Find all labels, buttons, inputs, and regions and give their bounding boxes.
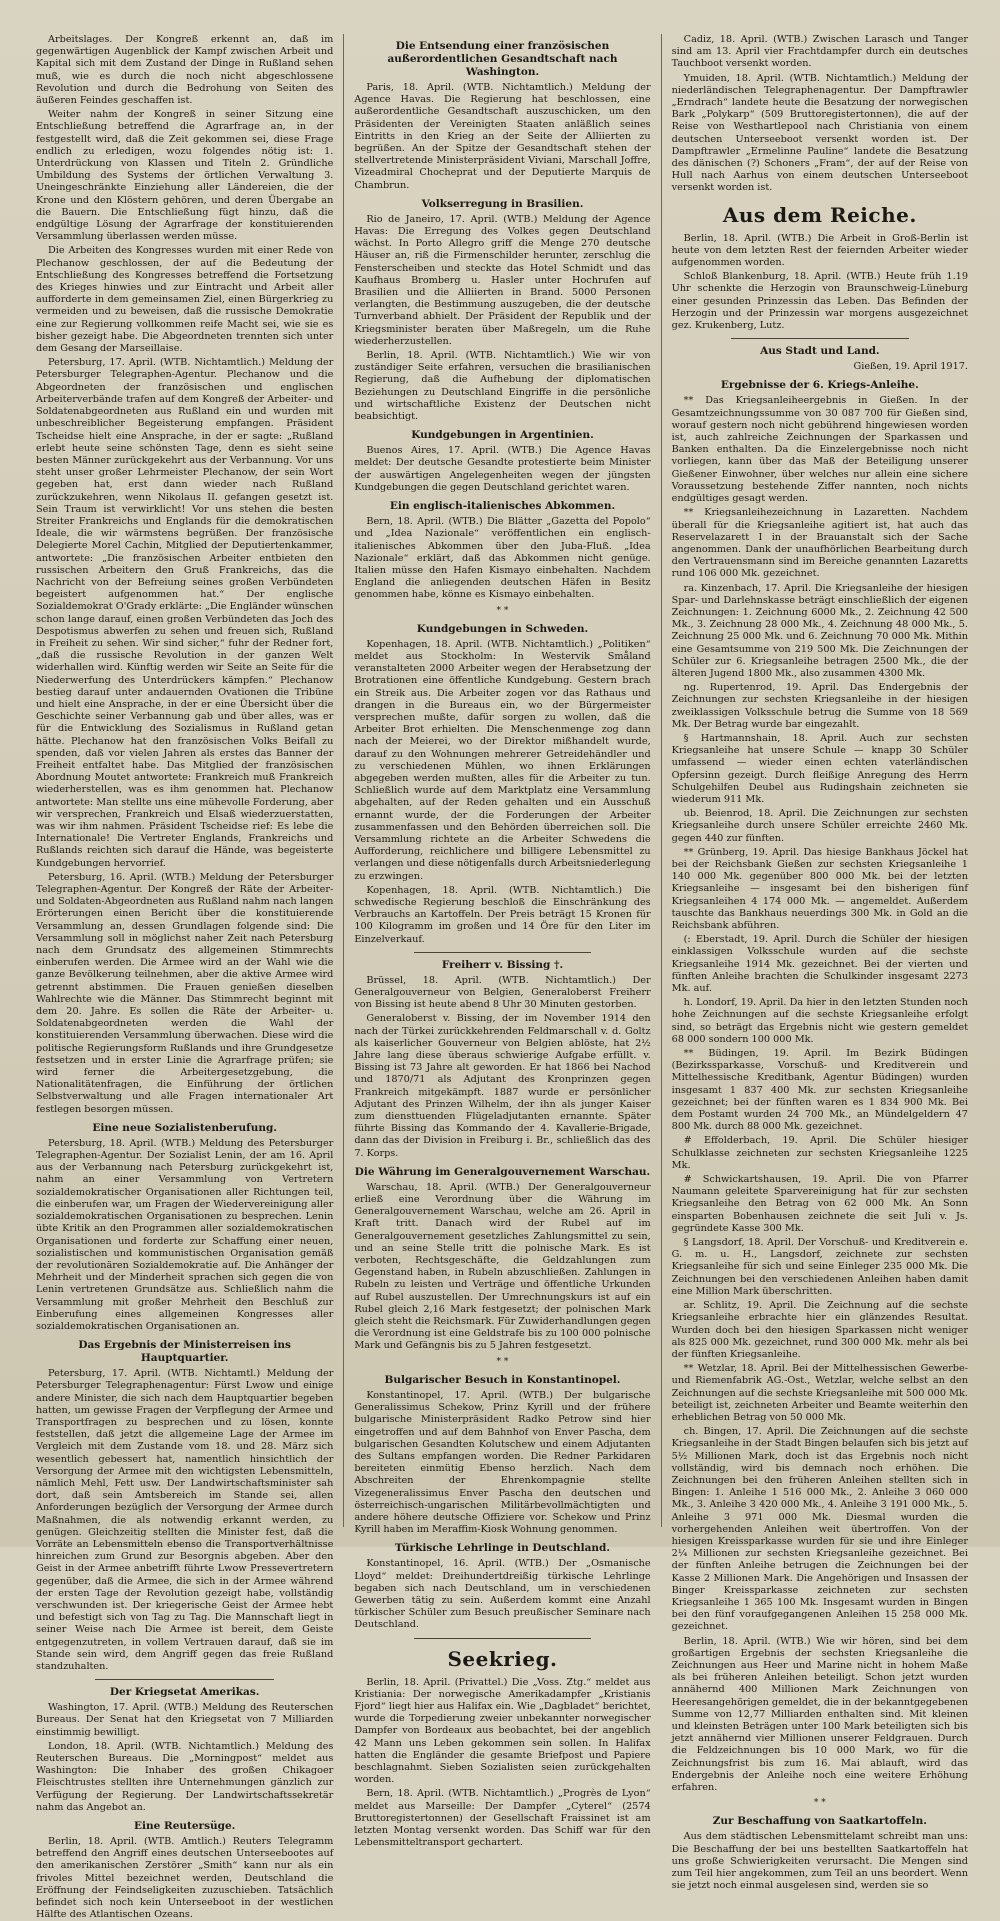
article-paragraph: Schloß Blankenburg, 18. April. (WTB.) Heute früh 1.19 Uhr schenkte die Herzogin von Braunschweig-Lüneburg einer gesunden Prinzessin das Leben. Das Befinden der Herzogin und der Prinzessin war morgens ausgezeichnet gez. Krukenberg, Lutz. (671, 271, 968, 332)
article-paragraph: ** Grünberg, 19. April. Das hiesige Bankhaus Jöckel hat bei der Reichsbank Gießen zur sechsten Kriegsanleihe 1 140 000 Mk. gegenüber 800 000 Mk. bei der letzten Kriegsanleihe — insgesamt bei den bisherigen fünf Kriegsanleihen 4 174 000 Mk. — angemeldet. Außerdem tauschte das Bankhaus neuerdings 300 Mk. in Gold an die Reichsbank abführen. (671, 846, 968, 931)
article-paragraph: Weiter nahm der Kongreß in seiner Sitzung eine Entschließung betreffend die Agrarfrage an, in der festgestellt wird, daß die Zeit gekommen sei, diese Frage endlich zu erledigen, wozu folgendes nötig ist: 1. Unterdrückung von Klassen und Titeln 2. Gründliche Umbildung des Systems der örtlichen Verwaltung 3. Uneingeschränkte Einziehung aller Ländereien, die der Krone und den Klöstern gehören, und deren Übergabe an die Bauern. Die Entschließung fügt hinzu, daß die endgültige Lösung der Agrarfrage der konstituierenden Versammlung überlassen werden müsse. (36, 109, 334, 243)
article-paragraph: Arbeitslages. Der Kongreß erkennt an, daß im gegenwärtigen Augenblick der Kampf zwischen Arbeit und Kapital sich mit dem Zustand der Dinge in Rußland sehen muß, wie es durch die noch nicht abgeschlossene Revolution und durch die Bedrohung von Seiten des äußeren Feindes geschaffen ist. (36, 34, 334, 107)
section-divider (414, 1638, 592, 1639)
article-paragraph: Konstantinopel, 17. April. (WTB.) Der bulgarische Generalissimus Schekow, Prinz Kyrill und der frühere bulgarische Ministerpräsident Radko Petrow sind hier eingetroffen und auf dem Bahnhof von Enver Pascha, dem bulgarischen Gesandten Kolutschew und einem Adjutanten des Sultans empfangen worden. Die Redner Parkidaren bereiteten einmütig Ebenso herzlich. Nach dem Abschreiten der Ehrenkompagnie stellte Vizegeneralissimus Enver Pascha den deutschen und österreichisch-ungarischen Militärbevollmächtigten und andere höhere deutsche Offiziere vor. Schekow und Prinz Kyrill haben im Meraffim-Kiosk Wohnung genommen. (354, 1389, 651, 1536)
article-paragraph: ng. Rupertenrod, 19. April. Das Endergebnis der Zeichnungen zur sechsten Kriegsanleihe in der hiesigen zweiklassigen Volksschule betrug die Summe von 18 569 Mk. Der Betrag wurde bar eingezahlt. (671, 682, 968, 730)
column-left (26, 34, 343, 1921)
article-paragraph: Rio de Janeiro, 17. April. (WTB.) Meldung der Agence Havas: Die Erregung des Volkes gegen Deutschland wächst. In Porto Allegro griff die Menge 270 deutsche Häuser an, riß die Firmenschilder herunter, zerschlug die Fensterscheiben und steckte das Hotel Schmidt und das Kaufhaus Bromberg u. Hasler unter Hochrufen auf Brasilien und die Alliierten in Brand. 5000 Personen verlangten, die Bestimmung auszugeben, die der deutsche Turnverband abhielt. Der Präsident der Republik und der Kriegsminister beraten über Maßregeln, um die Ruhe wiederherzustellen. (354, 213, 651, 347)
column-middle (343, 34, 660, 1849)
article-paragraph: Generaloberst v. Bissing, der im November 1914 den nach der Türkei zurückkehrenden Feldmarschall v. d. Goltz als kaiserlicher Gouverneur von Belgien ablöste, hat 2½ Jahre lang diese überaus schwierige Aufgabe erfüllt. v. Bissing ist 73 Jahre alt geworden. Er hat 1866 bei Nachod und 1870/71 als Adjutant des Kronprinzen gegen Frankreich mitgekämpft. 1887 wurde er persönlicher Adjutant des Prinzen Wilhelm, der ihn als junger Kaiser zum diensttuenden Flügeladjutanten ernannte. Später führte Bissing das Kommando der 4. Kavallerie-Brigade, dann das der Division in Freiburg i. Br., schließlich das des 7. Korps. (354, 1013, 651, 1159)
article-paragraph: ** Das Kriegsanleiheergebnis in Gießen. In der Gesamtzeichnungssumme von 30 087 700 für Gießen sind, worauf gestern noch nicht gebührend hingewiesen worden ist, auch zahlreiche Zeichnungen der Sparkassen und Banken enthalten. Da die Einzelergebnisse noch nicht vorliegen, kann über das Maß der Beteiligung unserer Gießener Einwohner, über welches nur allein eine sichere Voraussetzung bestehende Ziffer nannten, noch nichts endgültiges gesagt werden. (671, 395, 968, 505)
article-paragraph: ch. Bingen, 17. April. Die Zeichnungen auf die sechste Kriegsanleihe in der Stadt Bingen belaufen sich bis jetzt auf 5½ Millionen Mark, doch ist das Ergebnis noch nicht vollständig, wird bis demnach noch erhöhen. Die Zeichnungen bei den früheren Anleihen stellten sich in Bingen: 1. Anleihe 1 516 000 Mk., 2. Anleihe 3 060 000 Mk., 3. Anleihe 3 420 000 Mk., 4. Anleihe 3 191 000 Mk., 5. Anleihe 3 971 000 Mk. Diesmal wurden die vorhergehenden Anleihen weit übertroffen. Von der hiesigen Kreissparkasse wurden für sie und ihre Einleger 2¼ Millionen zur sechsten Kriegsanleihe gezeichnet. Bei der fünften Anleihe betrugen die Zeichnungen bei der Kasse 2 Millionen Mark. Die Angehörigen und Insassen der Binger Kreissparkasse zeichneten zur sechsten Kriegsanleihe 1 365 100 Mk. Insgesamt wurden in Bingen bei den fünf voraufgegangenen Anleihen 15 258 000 Mk. gezeichnet. (671, 1426, 968, 1633)
article-paragraph: Petersburg, 17. April. (WTB. Nichtamtl.) Meldung der Petersburger Telegraphenagentur: Fürst Lwow und einige andere Minister, die sich nach dem Hauptquartier begeben hatten, um gewisse Fragen der Verpflegung der Armee und Transportfragen zu besprechen und zu lösen, konnte feststellen, daß jetzt die allgemeine Lage der Armee im Vergleich mit dem Zustande vom 18. und 28. März sich wesentlich gebessert hat, namentlich hinsichtlich der Versorgung der Armee mit den wichtigsten Lebensmitteln, nämlich Mehl, Fett usw. Der Landwirtschaftsminister sah dort, daß sein Amtsbereich im Stande sei, allen Anforderungen bezüglich der Versorgung der Armee durch Maßnahmen, die als notwendig erkannt werden, zu genügen. Gleichzeitig stellten die Minister fest, daß die Vorräte an Lebensmitteln ebenso die Transportverhältnisse hinreichen zum Grund zur Besorgnis abgeben. Aber den Geist in der Armee anbetrifft führte Lwow Pressevertretern gegenüber, daß die Armee, die sich in der Armee während der ersten Tage der Revolution gezeigt habe, vollständig verschwunden ist. Der kriegerische Geist der Armee hebt und befestigt sich von Tag zu Tag. Die Mannschaft liegt in seiner Weise nach Die Armee ist bereit, dem Geiste entgegenzutreten, in vollem Vertrauen darauf, daß sie im Stande sein wird, dem Angriff gegen das freie Rußland standzuhalten. (36, 1368, 334, 1672)
article-headline: Eine Reutersüge. (134, 1820, 236, 1833)
article-paragraph: ** Wetzlar, 18. April. Bei der Mittelhessischen Gewerbe- und Riemenfabrik AG.-Ost., Wetzlar, welche selbst an den Zeichnungen auf die sechste Kriegsanleihe mit 500 000 Mk. beteiligt ist, zeichneten Arbeiter und Beamte weiterhin den erheblichen Betrag von 50 000 Mk. (671, 1363, 968, 1423)
article-headline: Türkische Lehrlinge in Deutschland. (394, 1542, 611, 1555)
article-paragraph: Konstantinopel, 16. April. (WTB.) Der „Osmanische Lloyd“ meldet: Dreihundertdreißig türkische Lehrlinge begaben sich nach Deutschland, um in verschiedenen Gewerben tätig zu sein. Außerdem kommt eine Anzahl türkischer Schüler zum Besuch preußischer Seminare nach Deutschland. (354, 1558, 651, 1631)
article-headline: Freiherr v. Bissing †. (441, 958, 564, 971)
article-headline: Kundgebungen in Argentinien. (411, 429, 594, 442)
article-headline: Die Entsendung einer französischen außerordentlichen Gesandtschaft nach Washington. (387, 40, 618, 78)
article-paragraph: Paris, 18. April. (WTB. Nichtamtlich.) Meldung der Agence Havas. Die Regierung hat beschlossen, eine außerordentliche Gesandtschaft auszuschicken, um den Präsidenten der Vereinigten Staaten anläßlich seines Eintritts in den Krieg an der Seite der Alliierten zu begrüßen. An der Spitze der Gesandtschaft stehen der stellvertretende Ministerpräsident Viviani, Marschall Joffre, Vizeadmiral Chocheprat und der Deputierte Marquis de Chambrun. (354, 82, 651, 191)
article-headline: Eine neue Sozialistenberufung. (92, 1121, 277, 1134)
article-headline: Ergebnisse der 6. Kriegs-Anleihe. (720, 379, 919, 392)
article-headline: Zur Beschaffung von Saatkartoffeln. (712, 1815, 927, 1828)
section-heading: Aus dem Reiche. (722, 202, 917, 227)
article-paragraph: Warschau, 18. April. (WTB.) Der Generalgouverneur erließ eine Verordnung über die Währung im Generalgouvernement Warschau, welche am 26. April in Kraft tritt. Danach wird der Rubel auf im Generalgouvernement gesetzliches Zahlungsmittel zu sein, und an seine Stelle tritt die polnische Mark. Es ist verboten, Rechtsgeschäfte, die Geldzahlungen zum Gegenstand haben, in Rubeln abzuschließen. Zahlungen in Rubeln zu leisten und Verträge und öffentliche Urkunden auf Rubel auszustellen. Der Umrechnungskurs ist auf ein Rubel gleich 2,16 Mark festgesetzt; der polnischen Mark gleich steht die Reichsmark. Für Zuwiderhandlungen gegen die Verordnung ist eine Geldstrafe bis zu 100 000 polnische Mark und Gefängnis bis zu 5 Jahren festgesetzt. (354, 1181, 651, 1352)
article-headline: Volkserregung in Brasilien. (421, 197, 584, 210)
asterism-divider: * * (496, 1356, 509, 1367)
article-paragraph: Petersburg, 17. April. (WTB. Nichtamtlich.) Meldung der Petersburger Telegraphen-Agentur. Plechanow und die Abgeordneten der französischen und englischen Arbeiterverbände trafen auf dem Kongreß der Arbeiter- und Soldatenabgeordneten aus Rußland ein und wurden mit unbeschreiblicher Begeisterung empfangen. Präsident Tscheidse hielt eine Ansprache, in der er sagte: „Rußland erlebt heute seine schönsten Tage, denn es sieht seine besten Männer zurückgekehrt aus der Verbannung. Vor uns steht unser großer Lehrmeister Plechanow, der sein Wort gegeben hat, erst dann wieder nach Rußland zurückzukehren, wenn Nikolaus II. gefangen gesetzt ist. Sein Traum ist verwirklicht! Vor uns stehen die besten Streiter Frankreichs und Englands für die demokratischen Ideale, die wir wärmstens begrüßen. Der französische Delegierte Morel Cachin, Mitglied der Deputiertenkammer, antwortete: „Die französischen Arbeiter entbieten den russischen Arbeitern den Gruß Frankreichs, das die Nachricht von der Befreiung seines großen Verbündeten begeistert aufgenommen hat.“ Der englische Sozialdemokrat O'Grady erklärte: „Die Engländer wünschen schon lange darauf, einen großen Verbündeten das Joch des Despotismus abwerfen zu sehen und freuen sich, Rußland in Freiheit zu sehen. Wir sind sicher,“ fuhr der Redner fort, „daß die russische Revolution in der ganzen Welt widerhallen wird. Künftig werden wir Seite an Seite für die Niederwerfung des Unterdrückers kämpfen.“ Plechanow bestieg darauf unter andauernden Ovationen die Tribüne und hielt eine Ansprache, in der er eine Übersicht über die Geschichte seiner Verbannung gab und über alles, was er für die Entwicklung des Sozialismus in Rußland getan hätte. Plechanow hat den französischen Volks Beifall zu spenden, daß vor vielen Jahren als erstes das Banner der Freiheit entfaltet habe. Das Mitglied der französischen Abordnung Moutet antwortete: Frankreich muß Frankreich wiederherstellen, was es ihm genommen hat. Plechanow antwortete: Man stellte uns eine mühevolle Forderung, aber wir versprechen, Frankreich und Elsaß wiederzuerstatten, was wir ihm nahmen. Präsident Tscheidse rief: Es lebe die Internationale! Die Vertreter Englands, Frankreichs und Rußlands reichten sich darauf die Hände, was begeisterte Kundgebungen hervorrief. (36, 357, 334, 869)
article-paragraph: ** Kriegsanleihezeichnung in Lazaretten. Nachdem überall für die Kriegsanleihe agitiert ist, hat auch das Reservelazarett I in der Brauanstalt sich der Sache angenommen. Dank der unaufhörlichen Bearbeitung durch den Vertrauensmann sind im Bereiche genannten Lazaretts rund 106 000 Mk. gezeichnet. (671, 507, 968, 580)
article-paragraph: Berlin, 18. April. (WTB. Amtlich.) Reuters Telegramm betreffend den Angriff eines deutschen Unterseebootes auf den amerikanischen Zerstörer „Smith“ kann nur als ein frivoles Mittel bezeichnet werden, Deutschland die Eröffnung der Feindseligkeiten zuzuschieben. Tatsächlich befindet sich noch kein Unterseeboot in der westlichen Hälfte des Atlantischen Ozeans. (36, 1836, 334, 1921)
article-paragraph: Berlin, 18. April. (WTB.) Wie wir hören, sind bei dem großartigen Ergebnis der sechsten Kriegsanleihe die Zeichnungen aus Heer und Marine nicht in hohem Maße als bei früheren Anleihen beteiligt. Schon jetzt wurden annähernd 400 Millionen Mark Zeichnungen von Heeresangehörigen gemeldet, die in der bekanntgegebenen Summe von 12,77 Milliarden enthalten sind. Mit kleinen und kleinsten Beträgen unter 100 Mark beteiligten sich bis jetzt annähernd vier Millionen unserer Feldgrauen. Durch die Feldzeichnungen bis 10 000 Mark, wo für die Zeichnungsfrist bis zum 16. Mai ablauft, wird das Endergebnis der Anleihe noch eine weitere Erhöhung erfahren. (671, 1635, 968, 1794)
section-divider (414, 952, 592, 953)
article-paragraph: Kopenhagen, 18. April. (WTB. Nichtamtlich.) „Politiken“ meldet aus Stockholm: In Westervik Småland veranstalteten 2000 Arbeiter wegen der Herabsetzung der Brotrationen eine öffentliche Kundgebung. Gestern brach ein Streik aus. Die Arbeiter zogen vor das Rathaus und drangen in die Bureaus ein, wo der Bürgermeister versprechen mußte, dafür sorgen zu wollen, daß die Arbeiter Brot erhielten. Die Menschenmenge zog dann nach der Meierei, wo der Direktor mißhandelt wurde, darauf zu den Wohnungen mehrerer Getreidehändler und zu verschiedenen Mühlen, wo ihnen Erklärungen abgegeben werden mußten, alles für die Arbeiter zu tun. Schließlich wurde auf dem Marktplatz eine Versammlung abgehalten, auf der Reden gehalten und ein Ausschuß ernannt wurde, der die Forderungen der Arbeiter zusammenfassen und den Behörden überreichen soll. Die Versammlung richtete an die Arbeiter Schwedens die Aufforderung, reichlichere und billigere Lebensmittel zu verlangen und diese nötigenfalls durch Arbeitsniederlegung zu erzwingen. (354, 638, 651, 882)
article-paragraph: (: Eberstadt, 19. April. Durch die Schüler der hiesigen einklassigen Volksschule wurden auf die sechste Kriegsanleihe 1914 Mk. gezeichnet. Bei der vierten und fünften Anleihe brachten die Schulkinder insgesamt 2273 Mk. auf. (671, 934, 968, 995)
article-paragraph: Buenos Aires, 17. April. (WTB.) Die Agence Havas meldet: Der deutsche Gesandte protestierte beim Minister der auswärtigen Angelegenheiten wegen der jüngsten Kundgebungen die gegen Deutschland gerichtet waren. (354, 445, 651, 493)
article-paragraph: Aus dem städtischen Lebensmittelamt schreibt man uns: Die Beschaffung der bei uns bestellten Saatkartoffeln hat uns große Schwierigkeiten verursacht. Die Mengen sind zum Teil hier angekommen, zum Teil an uns beordert. Wenn sie jetzt noch einmal ausgelesen sind, werden sie so (671, 1831, 968, 1892)
column-container (26, 34, 978, 1921)
article-paragraph: Bern, 18. April. (WTB. Nichtamtlich.) „Progrès de Lyon“ meldet aus Marseille: Der Dampfer „Cyterel“ (2574 Bruttoregistertonnen) der Gesellschaft Fraissinet ist am letzten Montag versenkt worden. Das Schiff war für den Lebensmitteltransport gechartert. (354, 1788, 651, 1849)
asterism-divider: * * (496, 605, 509, 616)
article-paragraph: Brüssel, 18. April. (WTB. Nichtamtlich.) Der Generalgouverneur von Belgien, Generaloberst Freiherr von Bissing ist heute abend 8 Uhr 30 Minuten gestorben. (354, 974, 651, 1011)
article-headline: Aus Stadt und Land. (760, 345, 880, 358)
section-divider (95, 1679, 273, 1680)
article-headline: Das Ergebnis der Ministerreisen ins Hauptquartier. (78, 1339, 291, 1365)
article-paragraph: Cadiz, 18. April. (WTB.) Zwischen Larasch und Tanger sind am 13. April vier Frachtdampfer durch ein deutsches Tauchboot versenkt worden. (671, 34, 968, 70)
article-paragraph: # Effolderbach, 19. April. Die Schüler hiesiger Schulklasse zeichneten zur sechsten Kriegsanleihe 1225 Mk. (671, 1135, 968, 1171)
section-divider (731, 338, 909, 339)
article-paragraph: Kopenhagen, 18. April. (WTB. Nichtamtlich.) Die schwedische Regierung beschloß die Einschränkung des Verbrauchs an Kartoffeln. Der Preis beträgt 15 Kronen für 100 Kilogramm im großen und 14 Öre für den Liter im Einzelverkauf. (354, 884, 651, 945)
article-paragraph: London, 18. April. (WTB. Nichtamtlich.) Meldung des Reuterschen Bureaus. Die „Morningpost“ meldet aus Washington: Die Inhaber des großen Chikagoer Fleischtrustes stellten ihre Unternehmungen gänzlich zur Verfügung der Regierung. Der Landwirtschaftssekretär nahm das Angebot an. (36, 1740, 334, 1813)
article-paragraph: Petersburg, 16. April. (WTB.) Meldung der Petersburger Telegraphen-Agentur. Der Kongreß der Räte der Arbeiter- und Soldaten-Abgeordneten aus Rußland nahm nach langen Erörterungen einen Bericht über die konstituierende Versammlung an, dessen Grundlagen folgende sind: Die Versammlung soll in möglichst naher Zeit nach Petersburg nach dem Grundsatz des allgemeinen Stimmrechts einberufen werden. Die Armee wird an der Wahl wie die ganze Bevölkerung teilnehmen, aber die aktive Armee wird getrennt abstimmen. Die Frauen genießen dieselben Wahlrechte wie die Männer. Das Stimmrecht beginnt mit dem 20. Jahre. Es sollen die Räte der Arbeiter- u. Soldatenabgeordneten werden die Wahl der konstituierenden Versammlung überwachen. Diese wird die politische Regierungsform Rußlands und ihre Grundgesetze festsetzen und in erster Linie die Agrarfrage prüfen; sie wird ferner die Arbeitergesetzgebung, die Nationalitätenfragen, die Einführung der örtlichen Selbstverwaltung und alle Fragen internationaler Art festlegen besorgen müssen. (36, 871, 334, 1115)
article-paragraph: ar. Schlitz, 19. April. Die Zeichnung auf die sechste Kriegsanleihe erbrachte hier ein glänzendes Resultat. Wurden doch bei den hiesigen Sparkassen nicht weniger als 825 000 Mk. gezeichnet, rund 300 000 Mk. mehr als bei der fünften Kriegsanleihe. (671, 1300, 968, 1360)
article-paragraph: ub. Beienrod, 18. April. Die Zeichnungen zur sechsten Kriegsanleihe durch unsere Schüler erreichte 2460 Mk. gegen 440 zur fünften. (671, 808, 968, 844)
article-paragraph: Washington, 17. April. (WTB.) Meldung des Reuterschen Bureaus. Der Senat hat den Kriegsetat von 7 Milliarden einstimmig bewilligt. (36, 1702, 334, 1738)
article-paragraph: Ymuiden, 18. April. (WTB. Nichtamtlich.) Meldung der niederländischen Telegraphenagentur. Der Dampftrawler „Erndrach“ landete heute die Besatzung der norwegischen Bark „Polykarp“ (509 Bruttoregistertonnen), die auf der Reise von Westhartlepool nach Christiania von einem deutschen Unterseeboot versenkt worden ist. Der Dampftrawler „Ermelinne Pauline“ landete die Besatzung des dänischen (?) Schoners „Fram“, der auf der Reise von Hull nach Aarhus von einem deutschen Unterseeboot versenkt worden ist. (671, 72, 968, 194)
article-headline: Der Kriegsetat Amerikas. (109, 1686, 260, 1699)
article-paragraph: Berlin, 18. April. (WTB.) Die Arbeit in Groß-Berlin ist heute von dem letzten Rest der feiernden Arbeiter wieder aufgenommen worden. (671, 232, 968, 269)
dateline: Gießen, 19. April 1917. (853, 361, 968, 373)
article-paragraph: Die Arbeiten des Kongresses wurden mit einer Rede von Plechanow geschlossen, der auf die Bedeutung der Entschließung des Kongresses betreffend die Fortsetzung des Krieges hinwies und zur Eintracht und Arbeit aller aufforderte in dem gemeinsamen Ziel, einen Bürgerkrieg zu vermeiden und zu beweisen, daß die russische Demokratie eine zur Regierung vollkommen reife Macht sei, wie sie es bisher gezeigt habe. Die Abgeordneten trennten sich unter dem Gesang der Marseillaise. (36, 245, 334, 355)
article-headline: Ein englisch-italienisches Abkommen. (389, 500, 616, 513)
article-paragraph: Bern, 18. April. (WTB.) Die Blätter „Gazetta del Popolo“ und „Idea Nazionale“ veröffentlichen ein englisch-italienisches Abkommen über den Juba-Fluß. „Idea Nazionale“ erklärt, daß das Abkommen nicht genüge. Italien müsse den Hafen Kismayo einbehalten. Nachdem England die anliegenden deutschen Häfen in Besitz genommen habe, könne es Kismayo einbehalten. (354, 516, 651, 601)
article-paragraph: h. Londorf, 19. April. Da hier in den letzten Stunden noch hohe Zeichnungen auf die sechste Kriegsanleihe erfolgt sind, so beträgt das Ergebnis nicht wie gestern gemeldet 68 000 sondern 100 000 Mk. (671, 997, 968, 1045)
article-headline: Kundgebungen in Schweden. (416, 622, 589, 635)
section-heading: Seekrieg. (447, 1646, 558, 1671)
asterism-divider: * * (813, 1798, 826, 1809)
article-paragraph: Petersburg, 18. April. (WTB.) Meldung des Petersburger Telegraphen-Agentur. Der Sozialist Lenin, der am 16. April aus der Verbannung nach Petersburg zurückgekehrt ist, nahm an einer Versammlung von Vertretern sozialdemokratischer Organisationen aller Richtungen teil, die einberufen war, um Fragen der Wiedervereinigung aller sozialdemokratischen Organisationen zu besprechen. Lenin übte Kritik an den Programmen aller sozialdemokratischen Organisationen und forderte zur Schaffung einer neuen, sozialistischen und kommunistischen Organisation gemäß der revolutionären Sozialdemokratie auf. Die Anhänger der Mehrheit und der Minderheit sprachen sich gegen die von Lenin vertretenen Grundsätze aus. Schließlich nahm die Versammlung mit großer Mehrheit den Beschluß zur Einberufung eines allgemeinen Kongresses aller sozialdemokratischen Organisationen an. (36, 1137, 334, 1332)
article-paragraph: # Schwickartshausen, 19. April. Die von Pfarrer Naumann geleitete Sparvereinigung hat für zur sechsten Kriegsanleihe den Betrag von 62 000 Mk. An Sonn einsparten Bobenhausen zeichnete die seit Juli v. Js. gegründete Kasse 300 Mk. (671, 1174, 968, 1234)
article-paragraph: § Hartmannshain, 18. April. Auch zur sechsten Kriegsanleihe hat unsere Schule — knapp 30 Schüler umfassend — wieder einen echten vaterländischen Opfersinn gezeigt. Durch fleißige Anregung des Herrn Schulgehilfen Deubel aus Rudingshain zeichneten sie wiederum 911 Mk. (671, 732, 968, 805)
article-paragraph: Berlin, 18. April. (Privattel.) Die „Voss. Ztg.“ meldet aus Kristiania: Der norwegische Amerikadampfer „Kristianis Fjord“ liegt hier aus Halifax ein. Wie „Dagbladet“ berichtet, wurde die Torpedierung zweier unbekannter norwegischer Dampfer von Bordeaux aus beobachtet, bei der angeblich 42 Mann uns Leben gekommen sein sollen. In Halifax hatten die Engländer die gesamte Briefpost und Papiere beschlagnahmt. Sieben Sozialisten seien zurückgehalten worden. (354, 1676, 651, 1786)
article-paragraph: § Langsdorf, 18. April. Der Vorschuß- und Kreditverein e. G. m. u. H., Langsdorf, zeichnete zur sechsten Kriegsanleihe für sich und seine Einleger 235 000 Mk. Die Zeichnungen bei den verschiedenen Anleihen haben damit eine Million Mark überschritten. (671, 1237, 968, 1297)
article-headline: Bulgarischer Besuch in Konstantinopel. (384, 1373, 621, 1386)
article-headline: Die Währung im Generalgouvernement Warschau. (354, 1165, 651, 1178)
article-paragraph: ra. Kinzenbach, 17. April. Die Kriegsanleihe der hiesigen Spar- und Darlehnskasse beträgt einschließlich der eigenen Zeichnungen: 1. Zeichnung 6000 Mk., 2. Zeichnung 42 500 Mk., 3. Zeichnung 28 000 Mk., 4. Zeichnung 48 000 Mk., 5. Zeichnung 25 000 Mk. und 6. Zeichnung 70 000 Mk. Mithin eine Gesamtsumme von 219 500 Mk. Die Zeichnungen der Schüler zur 6. Kriegsanleihe betragen 2500 Mk., die der älteren Jugend 1800 Mk., also zusammen 4300 Mk. (671, 582, 968, 679)
article-paragraph: ** Büdingen, 19. April. Im Bezirk Büdingen (Bezirkssparkasse, Vorschuß- und Kreditverein und Mittelhessische Kreditbank, Agentur Büdingen) wurden insgesamt 1 837 400 Mk. zur sechsten Kriegsanleihe gezeichnet; bei der fünften waren es 1 834 900 Mk. Bei dem Postamt wurden 24 700 Mk., an Mündelgeldern 47 800 Mk. durch 88 000 Mk. gezeichnet. (671, 1048, 968, 1133)
article-paragraph: Berlin, 18. April. (WTB. Nichtamtlich.) Wie wir von zuständiger Seite erfahren, versuchen die brasilianischen Regierung, daß die Aufhebung der diplomatischen Beziehungen zu Deutschland Eingriffe in die persönliche und wirtschaftliche Existenz der Deutschen nicht beabsichtigt. (354, 350, 651, 423)
column-right (661, 34, 978, 1892)
